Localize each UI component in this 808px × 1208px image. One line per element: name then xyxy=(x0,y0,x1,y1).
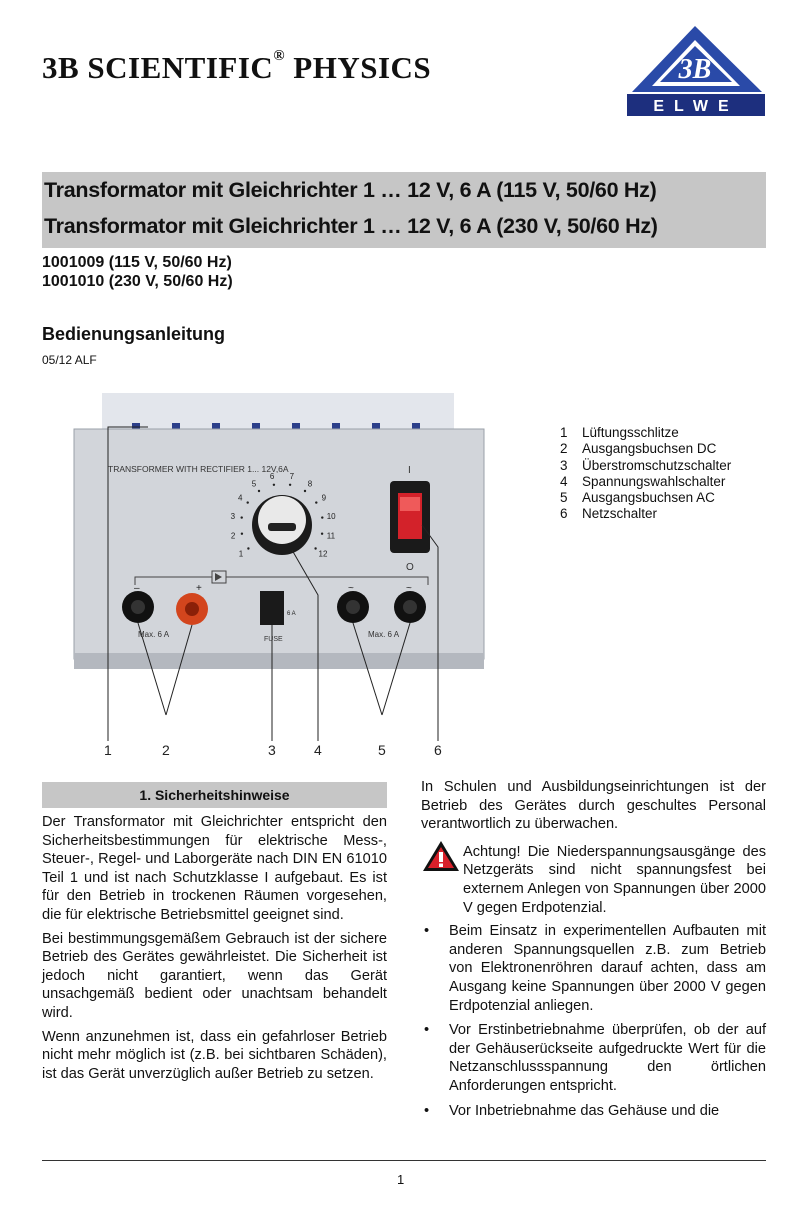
callout-4: 4 xyxy=(314,742,322,758)
max-right-label: Max. 6 A xyxy=(368,630,400,639)
svg-text:~: ~ xyxy=(406,583,412,594)
dial-tick xyxy=(247,547,249,549)
callout-1: 1 xyxy=(104,742,112,758)
article-number-1: 1001009 (115 V, 50/60 Hz) xyxy=(42,254,232,271)
dial-tick xyxy=(314,547,316,549)
warning-block xyxy=(421,839,766,922)
legend-item: 1 Lüftungsschlitze xyxy=(560,425,679,440)
title-line-2: Transformator mit Gleichrichter 1 … 12 V, 6 A (230 V, 50/60 Hz) xyxy=(44,214,658,238)
max-left-label: Max. 6 A xyxy=(138,630,170,639)
list-item: • Beim Einsatz in experimentellen Aufbauten mit anderen Spannungsquellen z.B. zum Betrieb von Elektronenröhren darauf achten, dass am Ausgang keine Spannungen über 2000 V gegen Erdpotenzial anliegen. xyxy=(421,922,766,1015)
dial-scale-label: 11 xyxy=(326,531,336,541)
title-line-1: Transformator mit Gleichrichter 1 … 12 V, 6 A (115 V, 50/60 Hz) xyxy=(44,178,657,202)
fuse-breaker xyxy=(260,591,284,625)
callout-2: 2 xyxy=(162,742,170,758)
brand-title: 3B SCIENTIFIC® PHYSICS xyxy=(42,48,432,85)
dial-scale-label: 1 xyxy=(238,549,244,559)
legend-item: 3 Überstromschutzschalter xyxy=(560,457,732,473)
dial-tick xyxy=(321,516,323,518)
parts-legend xyxy=(560,425,731,523)
right-column xyxy=(421,778,766,1126)
dial-tick xyxy=(273,484,275,486)
safety-bullet-list xyxy=(421,922,766,1120)
switch-on-label: I xyxy=(408,465,411,476)
svg-text:~: ~ xyxy=(348,583,354,594)
dial-knob-cap xyxy=(258,496,306,544)
dial-scale-label: 2 xyxy=(230,531,236,541)
case-top xyxy=(102,393,454,431)
safety-paragraph-2: Bei bestimmungsgemäßem Gebrauch ist der sichere Betrieb des Gerätes gewährleistet. Die Sicherheit ist jedoch nicht garantiert, wenn das Gerät unsachgemäß bedient oder unachtsam behandelt wird. xyxy=(42,930,387,1021)
dial-scale-label: 4 xyxy=(237,493,243,503)
legend-item: 6 Netzschalter xyxy=(560,506,658,522)
manual-heading: Bedienungsanleitung xyxy=(42,324,226,344)
safety-paragraph-1: Der Transformator mit Gleichrichter entspricht den Sicherheitsbestimmungen für elektrische Mess-, Steuer-, Regel- und Laborgeräte nach DIN EN 61010 Teil 1 und ist nach Schutzklasse I aufgebaut. Es ist für den Betrieb in trockenen Räumen vorgesehen, die für elektrische Betriebsmittel geeignet sind. xyxy=(42,814,387,923)
svg-text:+: + xyxy=(196,583,202,594)
socket-dc-minus xyxy=(122,591,154,623)
dial-scale-label: 6 xyxy=(269,472,275,481)
socket-ac-2 xyxy=(394,591,426,623)
dial-scale-label: 5 xyxy=(251,479,257,489)
dial-tick xyxy=(258,490,260,492)
fuse-label: FUSE xyxy=(264,636,283,643)
dial-scale-label: 12 xyxy=(318,549,328,559)
dial-tick xyxy=(304,490,306,492)
callout-6: 6 xyxy=(434,742,442,758)
article-number-2: 1001010 (230 V, 50/60 Hz) xyxy=(42,273,233,290)
dial-scale-label: 8 xyxy=(307,479,313,489)
callout-3: 3 xyxy=(268,742,276,758)
dial-tick xyxy=(241,533,243,535)
case-bottom xyxy=(74,653,484,669)
fuse-rating: 6 A xyxy=(287,611,296,617)
dial-tick xyxy=(289,484,291,486)
socket-ac-1 xyxy=(337,591,369,623)
dial-tick xyxy=(241,516,243,518)
list-item: • Vor Inbetriebnahme das Gehäuse und die xyxy=(421,1102,766,1121)
svg-text:–: – xyxy=(134,583,140,594)
3b-elwe-logo xyxy=(622,20,768,118)
legend-item: 4 Spannungswahlschalter xyxy=(560,473,726,489)
warning-triangle-icon xyxy=(421,839,461,873)
dial-tick xyxy=(315,501,317,503)
dial-tick xyxy=(247,501,249,503)
dial-scale-label: 7 xyxy=(289,472,295,481)
document-title-bar xyxy=(42,172,766,248)
page-number: 1 xyxy=(397,1172,405,1187)
logo-mark-text: 3B xyxy=(678,54,712,85)
legend-item: 5 Ausgangsbuchsen AC xyxy=(560,490,715,506)
socket-dc-plus xyxy=(176,593,208,625)
callout-5: 5 xyxy=(378,742,386,758)
dial-tick xyxy=(321,533,323,535)
switch-off-label: O xyxy=(406,562,414,573)
section-heading: 1. Sicherheitshinweise xyxy=(42,782,387,808)
document-date: 05/12 ALF xyxy=(42,353,97,367)
footer-rule xyxy=(42,1160,766,1161)
safety-paragraph-3: Wenn anzunehmen ist, dass ein gefahrloser Betrieb nicht mehr möglich ist (z.B. bei sichtbaren Schäden), ist das Gerät unverzüglich außer Betrieb zu setzen. xyxy=(42,1028,387,1082)
dial-scale-label: 9 xyxy=(321,493,327,503)
list-item: • Vor Erstinbetriebnahme überprüfen, ob der auf der Gehäuserückseite aufgedruckte Wert für die Netzanschlussspannung den örtlichen Anforderungen entspricht. xyxy=(421,1021,766,1095)
dial-scale-label: 10 xyxy=(326,511,336,521)
legend-item: 2 Ausgangsbuchsen DC xyxy=(560,441,717,457)
warning-text: Achtung! Die Niederspannungsausgänge des Netzgeräts sind nicht spannungsfest bei externem Anlegen von Spannungen über 2000 V gegen Erdpotenzial. xyxy=(463,843,766,916)
dial-scale-label: 3 xyxy=(230,511,236,521)
panel-label: TRANSFORMER WITH RECTIFIER 1... 12V,6A xyxy=(108,464,289,474)
supervision-paragraph: In Schulen und Ausbildungseinrichtungen ist der Betrieb des Gerätes durch geschultes Personal verantwortlich zu überwachen. xyxy=(421,779,766,833)
left-column xyxy=(42,813,387,1088)
device-photo xyxy=(60,385,530,760)
logo-word-text: ELWE xyxy=(653,98,739,115)
